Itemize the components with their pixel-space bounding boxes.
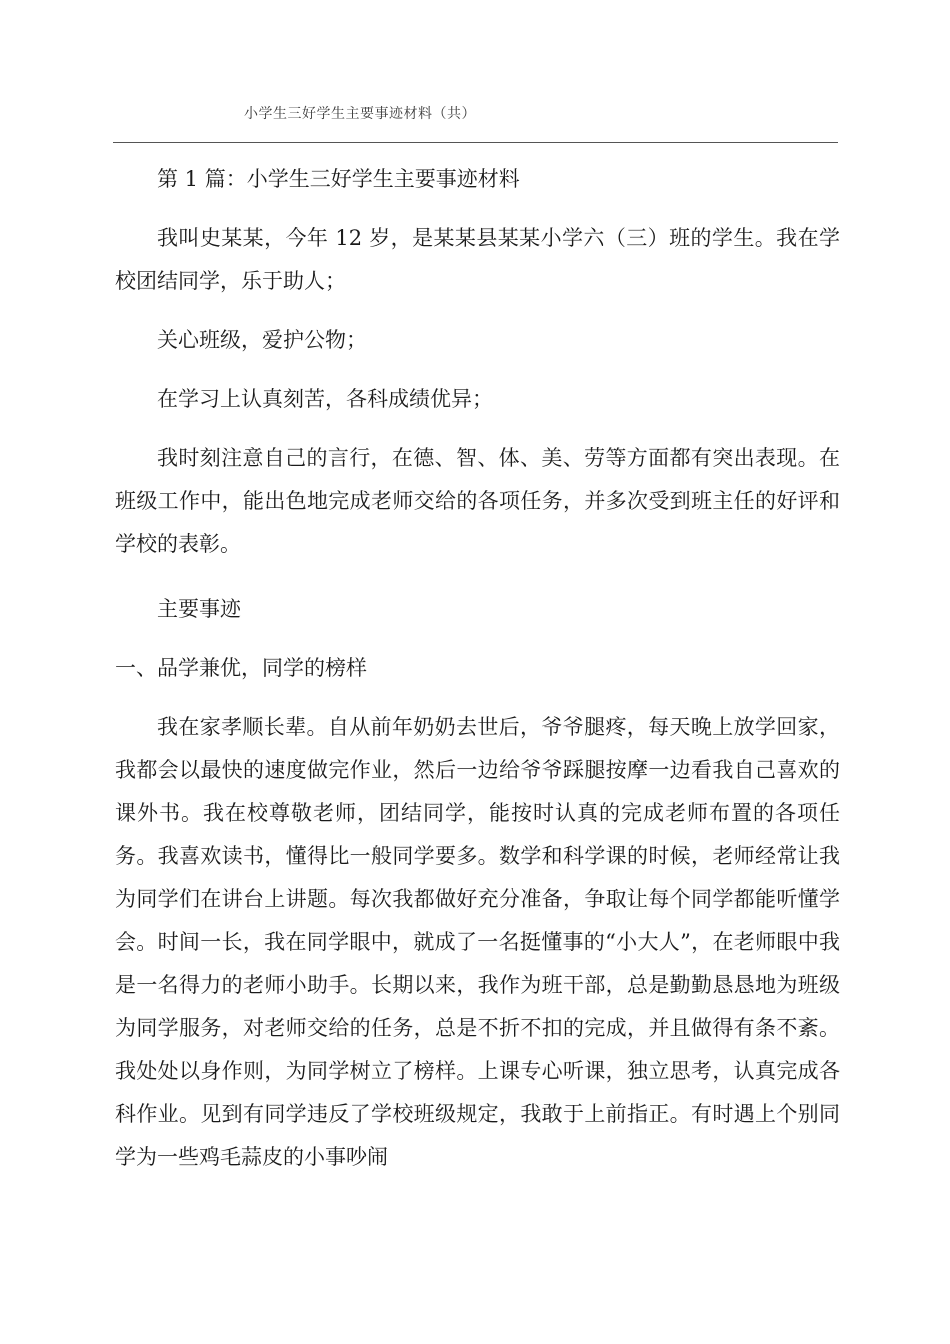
paragraph-class: 关心班级，爱护公物； — [157, 328, 367, 352]
paragraph-intro: 我叫史某某，今年 12 岁，是某某县某某小学六（三）班的学生。我在学校团结同学，乐于助人； — [115, 226, 840, 293]
running-header-title: 小学生三好学生主要事迹材料（共） — [244, 106, 476, 122]
paragraph-deeds: 我在家孝顺长辈。自从前年奶奶去世后，爷爷腿疼，每天晚上放学回家，我都会以最快的速度做完作业，然后一边给爷爷踩腿按摩一边看我自己喜欢的课外书。我在校尊敬老师，团结同学，能按时认真的完成老师布置的各项任务。我喜欢读书，懂得比一般同学要多。数学和科学课的时候，老师经常让我为同学们在讲台上讲题。每次我都做好充分准备，争取让每个同学都能听懂学会。时间一长，我在同学眼中，就成了一名挺懂事的“小大人”，在老师眼中我是一名得力的老师小助手。长期以来，我作为班干部，总是勤勤恳恳地为班级为同学服务，对老师交给的任务，总是不折不扣的完成，并且做得有条不紊。我处处以身作则，为同学树立了榜样。上课专心听课，独立思考，认真完成各科作业。见到有同学违反了学校班级规定，我敢于上前指正。有时遇上个别同学为一些鸡毛蒜皮的小事吵闹 — [115, 715, 840, 1169]
header-divider — [113, 142, 838, 143]
document-body — [115, 158, 840, 1179]
section-label-main-deeds: 主要事迹 — [157, 597, 241, 621]
section-heading: 一、品学兼优，同学的榜样 — [115, 656, 367, 680]
paragraph-conduct: 我时刻注意自己的言行，在德、智、体、美、劳等方面都有突出表现。在班级工作中，能出色地完成老师交给的各项任务，并多次受到班主任的好评和学校的表彰。 — [115, 446, 840, 556]
article-heading: 第 1 篇：小学生三好学生主要事迹材料 — [157, 167, 520, 191]
paragraph-study: 在学习上认真刻苦，各科成绩优异； — [157, 387, 493, 411]
